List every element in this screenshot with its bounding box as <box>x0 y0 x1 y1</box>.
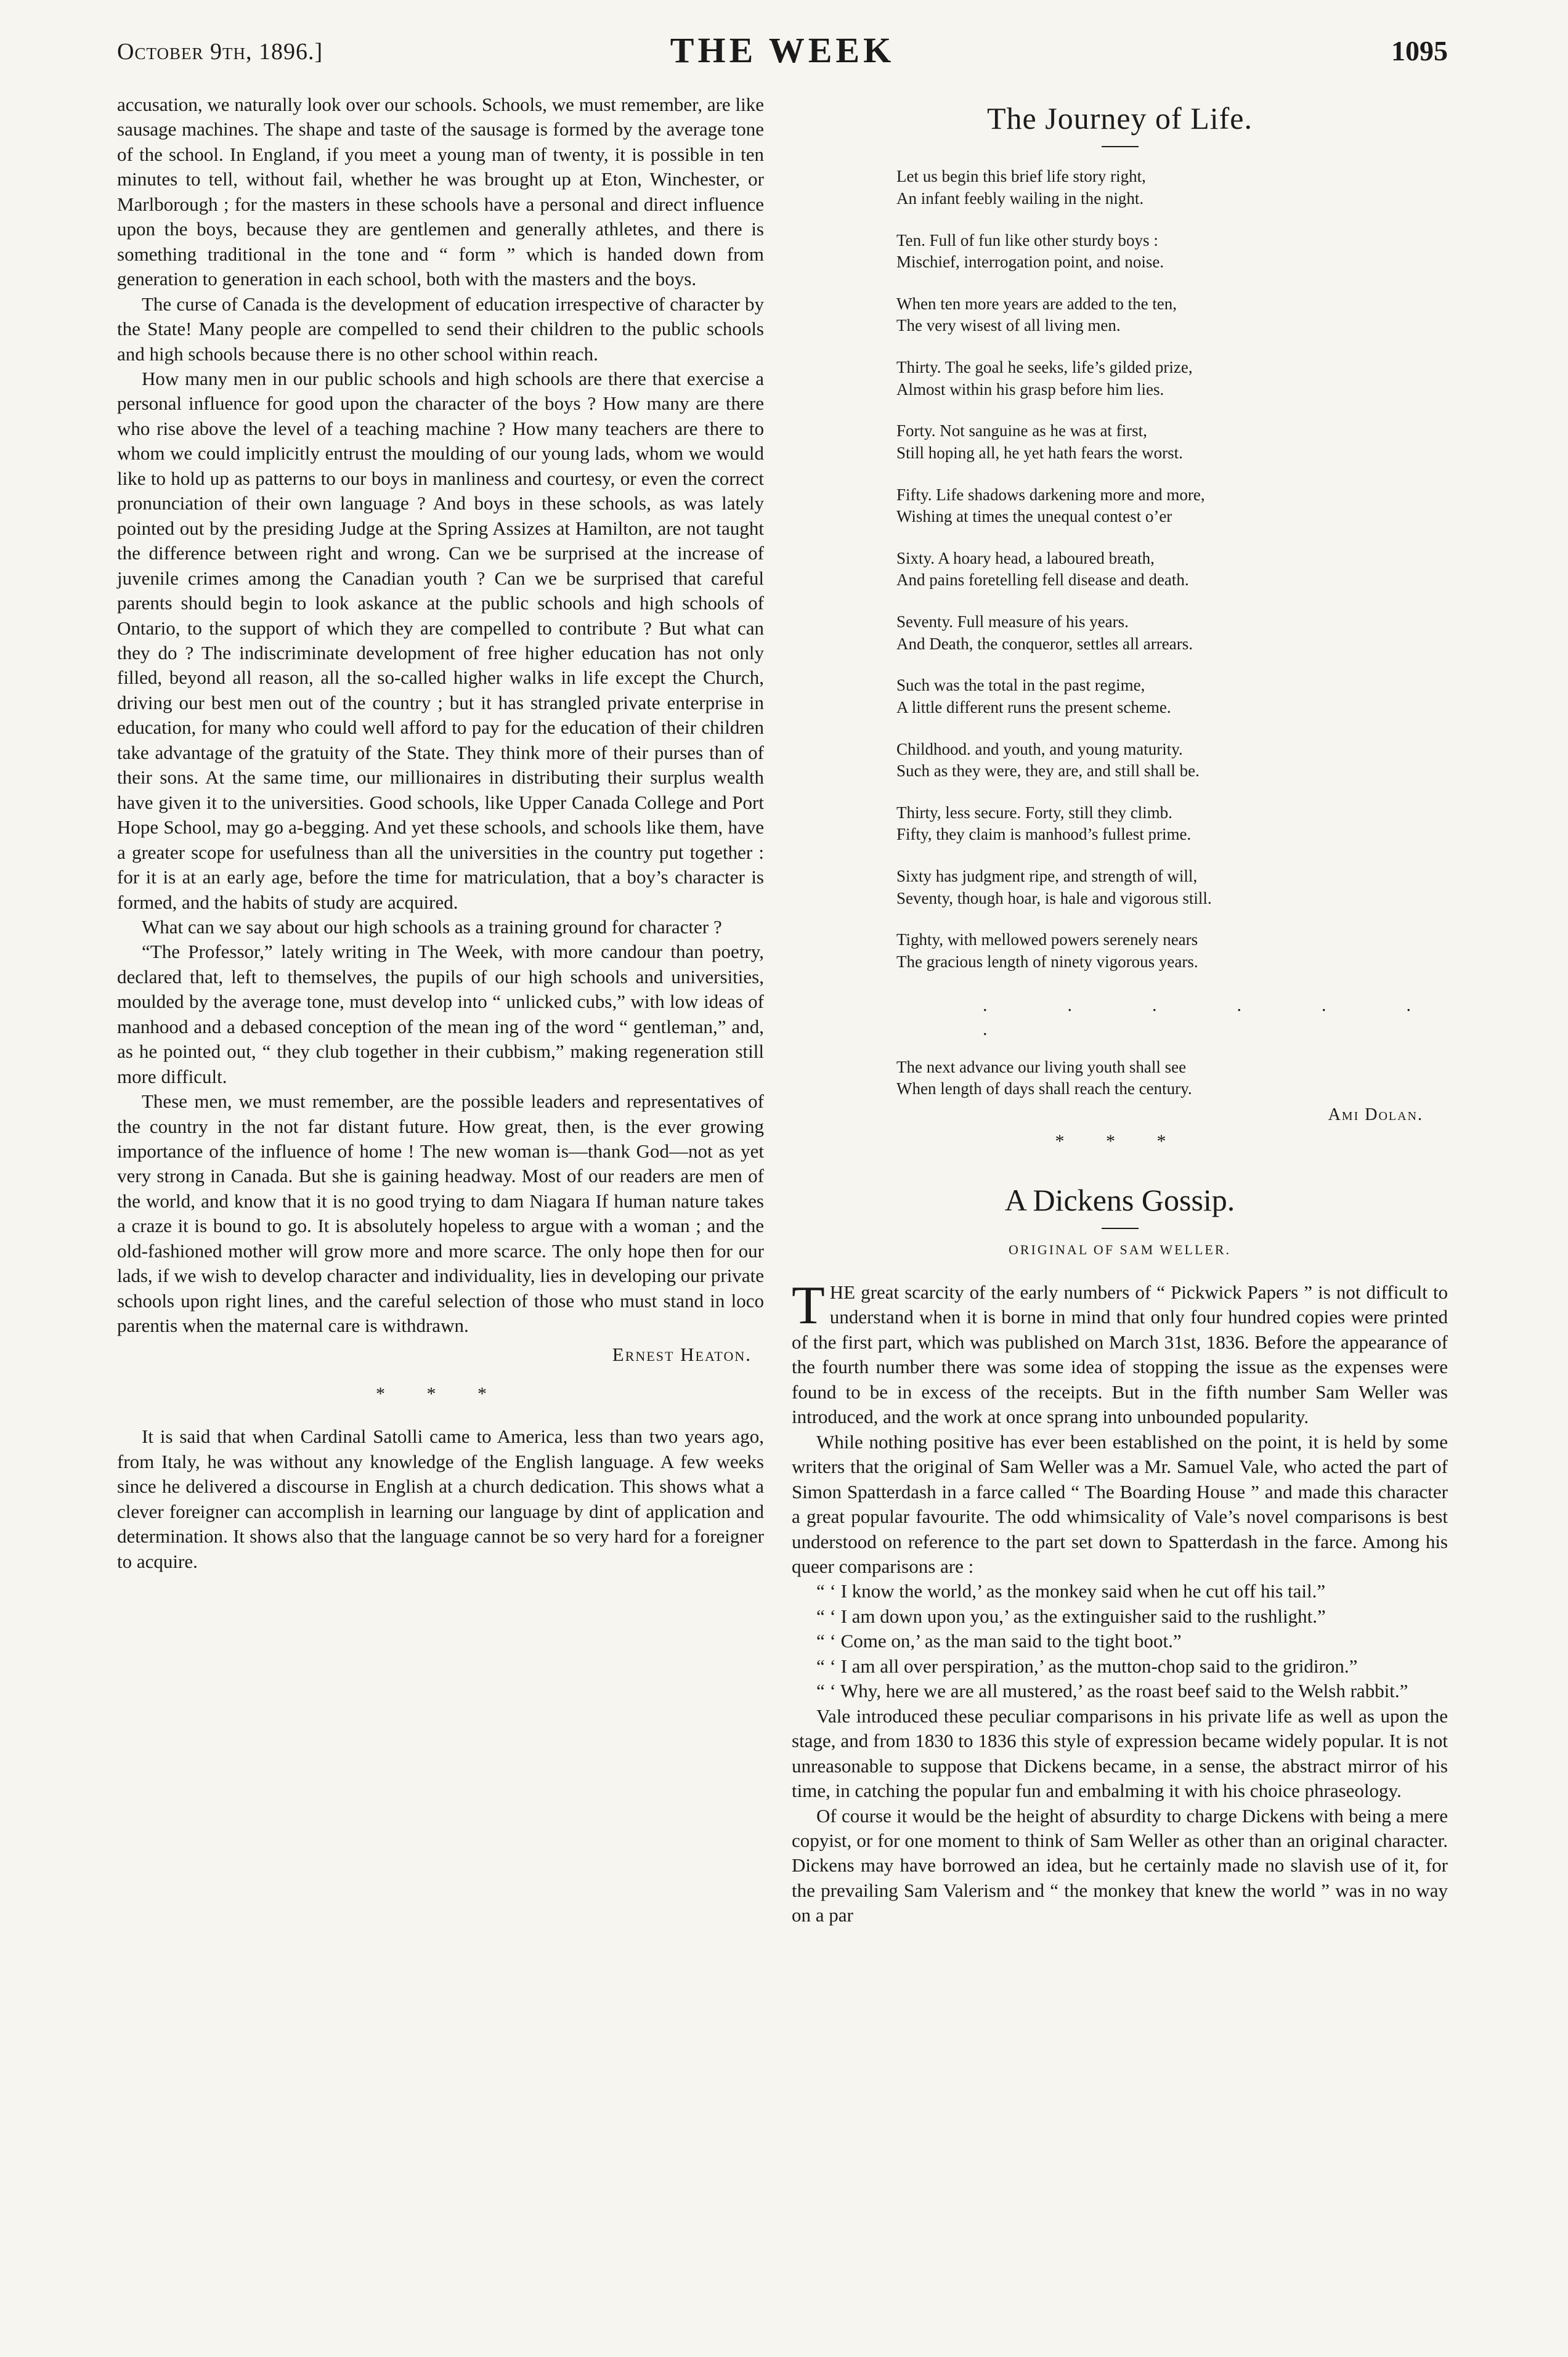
poem-author: Ami Dolan. <box>1328 1105 1423 1124</box>
article-subtitle: ORIGINAL OF SAM WELLER. <box>1008 1242 1232 1258</box>
publication-title: THE WEEK <box>670 30 895 70</box>
poem-line: Thirty, less secure. Forty, still they climb. <box>896 803 1172 822</box>
poem-stanza <box>896 230 1448 274</box>
page-number: 1095 <box>1391 35 1448 67</box>
quoted-comparison: “ ‘ Come on,’ as the man said to the tight boot.” <box>816 1630 1182 1652</box>
poem-line: Mischief, interrogation point, and noise. <box>896 253 1164 272</box>
poem-line: Still hoping all, he yet hath fears the worst. <box>896 443 1183 462</box>
poem-line: Such as they were, they are, and still shall be. <box>896 761 1200 781</box>
poem-line: Ten. Full of fun like other sturdy boys : <box>896 230 1158 249</box>
title-rule <box>1102 146 1139 147</box>
poem-line: Sixty has judgment ripe, and strength of will, <box>896 867 1198 885</box>
poem-stanza <box>896 166 1448 209</box>
quoted-comparison: “ ‘ Why, here we are all mustered,’ as the roast beef said to the Welsh rabbit.” <box>816 1680 1408 1702</box>
article-title: A Dickens Gossip. <box>1004 1183 1235 1218</box>
quoted-comparison: “ ‘ I know the world,’ as the monkey said when he cut off his tail.” <box>816 1580 1326 1602</box>
first-paragraph-text: HE great scarcity of the early numbers of “ Pickwick Papers ” is not difficult to understand when it is borne in mind that only four hundred copies were printed of the first part, which was published on March 31st, 1836. Before the appearance of the fourth number there was some idea of stopping the issue as the expenses were found to be in excess of the receipts. But in the fifth number Sam Weller was introduced, and the work at once sprang into unbounded popularity. <box>792 1281 1448 1428</box>
poem-line: Wishing at times the unequal contest o’er <box>896 507 1172 526</box>
poem-title: The Journey of Life. <box>987 101 1253 136</box>
poem-line: An infant feebly wailing in the night. <box>896 189 1144 208</box>
poem-line: The next advance our living youth shall see <box>896 1057 1187 1076</box>
article-paragraph <box>792 1275 1448 1430</box>
page-header <box>117 30 1448 85</box>
essay-paragraph: The curse of Canada is the development of education irrespective of character by the State! Many people are compelled to send their children to the public schools and high schools because there is no other school within reach. <box>117 293 764 365</box>
poem-line: Seventy, though hoar, is hale and vigorous still. <box>896 888 1212 907</box>
poem-line: Seventy. Full measure of his years. <box>896 612 1129 631</box>
poem-line: When length of days shall reach the century. <box>896 1079 1192 1098</box>
poem-stanza <box>896 866 1448 909</box>
poem-stanza <box>896 929 1448 973</box>
article-paragraph: Of course it would be the height of absurdity to charge Dickens with being a mere copyist, or for one moment to think of Sam Weller as other than an original character. Dickens may have borrowed an idea, but he certainly made no slavish use of it, for the prevailing Sam Valerism and “ the monkey that knew the world ” was in no way on a par <box>792 1804 1448 1926</box>
poem-stanza <box>896 293 1448 337</box>
poem-line: Fifty, they claim is manhood’s fullest prime. <box>896 825 1192 844</box>
satolli-note: It is said that when Cardinal Satolli came to America, less than two years ago, from Italy, he was without any knowledge of the English language. A few weeks since he delivered a discourse in English at a church dedication. This shows what a clever foreigner can accomplish in learning our language by dint of application and determination. It shows also that the language cannot be so very hard for a foreigner to acquire. <box>117 1426 764 1572</box>
section-separator: * * * <box>1055 1130 1185 1151</box>
article-body <box>792 1275 1448 1928</box>
poem-line: Sixty. A hoary head, a laboured breath, <box>896 548 1155 567</box>
poem-line: Fifty. Life shadows darkening more and more, <box>896 485 1205 504</box>
drop-cap: T <box>792 1275 825 1336</box>
poem-line: The gracious length of ninety vigorous years. <box>896 952 1198 971</box>
poem-line: Childhood. and youth, and young maturity. <box>896 739 1183 758</box>
poem-stanza <box>896 484 1448 528</box>
section-separator: * * * <box>376 1384 505 1405</box>
poem-line: Forty. Not sanguine as he was at first, <box>896 421 1147 440</box>
poem-stanza <box>896 611 1448 655</box>
right-column <box>792 92 1448 1928</box>
poem-stanza <box>896 739 1448 782</box>
poem-line: Let us begin this brief life story right, <box>896 167 1146 186</box>
quoted-comparison: “ ‘ I am all over perspiration,’ as the mutton-chop said to the gridiron.” <box>816 1655 1358 1677</box>
article-paragraph: While nothing positive has ever been established on the point, it is held by some writers that the original of Sam Weller was a Mr. Samuel Vale, who acted the part of Simon Spatterdash in a farce called “ The Boarding House ” and made this character a great popular favourite. The odd whimsicality of Vale’s novel comparisons is best understood on reference to the part set down to Spatterdash in the farce. Among his queer comparisons are : <box>792 1430 1448 1577</box>
poem-stanza <box>896 357 1448 400</box>
poem-stanza <box>896 420 1448 464</box>
quoted-comparison: “ ‘ I am down upon you,’ as the extinguisher said to the rushlight.” <box>816 1605 1326 1627</box>
article-paragraph: Vale introduced these peculiar comparisons in his private life as well as upon the stage, and from 1830 to 1836 this style of expression became widely popular. It is not unreasonable to suppose that Dickens became, in a sense, the abstract mirror of his time, in catching the popular fun and embalming it with his choice phraseology. <box>792 1705 1448 1802</box>
poem-stanza <box>896 1057 1448 1100</box>
poem-line: Thirty. The goal he seeks, life’s gilded prize, <box>896 358 1193 376</box>
essay-paragraph: “The Professor,” lately writing in The Week, with more candour than poetry, declared that, left to themselves, the pupils of our high schools and universities, moulded by the average tone, must develop into “ unlicked cubs,” with low ideas of manhood and a debased conception of the mean ing of the word “ gentleman,” and, as he pointed out, “ they club together in their cubbism,” making regeneration still more difficult. <box>117 941 764 1087</box>
poem-line: Tighty, with mellowed powers serenely nears <box>896 930 1198 949</box>
poem-line: Almost within his grasp before him lies. <box>896 379 1164 399</box>
poem-ellipsis: . . . . . . . <box>983 994 1448 1040</box>
poem-line: And pains foretelling fell disease and death. <box>896 570 1189 590</box>
essay-paragraph: These men, we must remember, are the possible leaders and representatives of the country in the not far distant future. How great, then, is the ever growing importance of the influence of home ! The new woman is—thank God—not as yet very strong in Canada. But she is gaining headway. Most of our readers are men of the world, and know that it is no good trying to dam Niagara If human nature takes a craze it is bound to go. It is absolutely hopeless to argue with a woman ; and the old-fashioned mother will grow more and more scarce. The only hope then for our lads, if we wish to develop character and individuality, lies in developing our private schools upon right lines, and the careful selection of those who must stand in loco parentis when the maternal care is withdrawn. <box>117 1090 764 1337</box>
poem-line: The very wisest of all living men. <box>896 316 1121 335</box>
title-rule <box>1102 1228 1139 1229</box>
essay-paragraph: What can we say about our high schools as a training ground for character ? <box>142 915 722 938</box>
poem-stanza <box>896 548 1448 591</box>
essay-paragraph: accusation, we naturally look over our schools. Schools, we must remember, are like sausage machines. The shape and taste of the sausage is formed by the average tone of the school. In England, if you meet a young man of twenty, it is possible in ten minutes to tell, without fail, whether he was brought up at Eton, Winchester, or Marlborough ; for the masters in these schools have a personal and direct influence upon the boys, because they are gentlemen and generally athletes, and there is something traditional in the tone and “ form ” which is handed down from generation to generation in each school, both with the masters and the boys. <box>117 94 764 290</box>
poem-stanza <box>896 802 1448 846</box>
essay-signature: Ernest Heaton. <box>612 1343 752 1365</box>
left-column <box>117 92 764 1574</box>
poem-line: Such was the total in the past regime, <box>896 676 1145 695</box>
poem-line: A little different runs the present scheme. <box>896 697 1171 716</box>
poem-line: And Death, the conqueror, settles all arrears. <box>896 634 1193 653</box>
poem-stanza <box>896 675 1448 718</box>
poem-body <box>896 166 1448 1127</box>
poem-line: When ten more years are added to the ten, <box>896 294 1177 313</box>
issue-date: October 9th, 1896.] <box>117 39 323 65</box>
essay-paragraph: How many men in our public schools and high schools are there that exercise a personal influence for good upon the character of the boys ? How many are there who rise above the level of a teaching machine ? How many teachers are there to whom we could implicitly entrust the moulding of our young lads, whom we would like to hold up as patterns to our boys in manliness and courtesy, or even the correct pronunciation of their own language ? And boys in these schools, as was lately pointed out by the presiding Judge at the Spring Assizes at Hamilton, are not taught the difference between right and wrong. Can we be surprised at the increase of juvenile crimes among the Canadian youth ? Can we be surprised that careful parents should begin to look askance at the public schools and high schools of Ontario, to the support of which they are compelled to contribute ? But what can they do ? The indiscriminate development of free higher education has not only filled, beyond all reason, all the so-called higher walks in life except the Church, driving our best men out of the country ; but it has strangled private enterprise in education, for many who could well afford to pay for the education of their children take advantage of the gratuity of the State. They think more of their purses than of their sons. At the same time, our millionaires in distributing their surplus wealth have given it to the universities. Good schools, like Upper Canada College and Port Hope School, may go a-begging. And yet these schools, and schools like them, have a greater scope for usefulness than all the universities in the country put together : for it is at an early age, before the time for matriculation, that a boy’s character is formed, and the habits of study are acquired. <box>117 367 764 913</box>
